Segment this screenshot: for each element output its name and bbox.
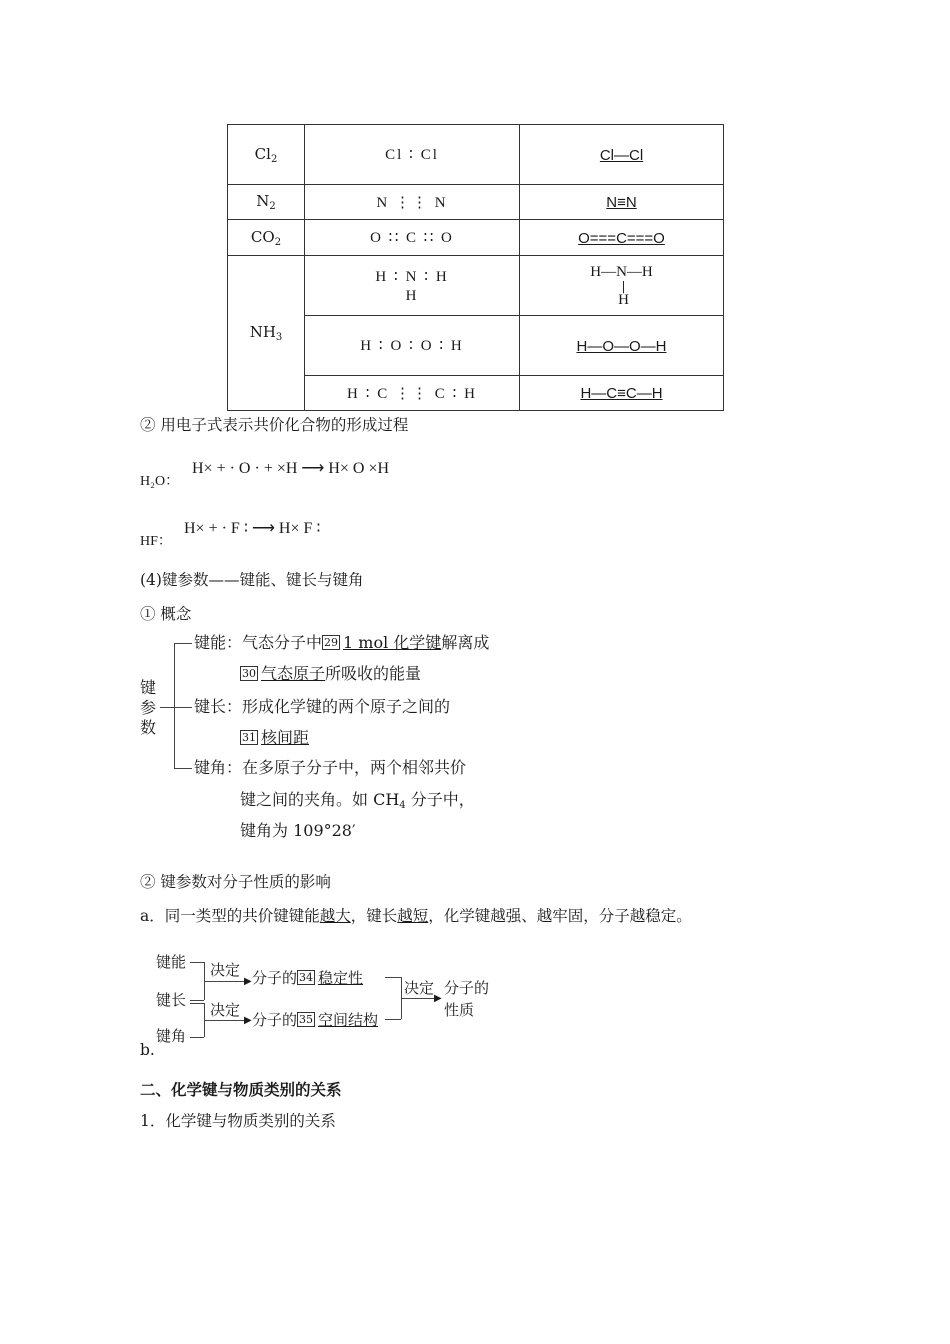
diag-length: 键长 bbox=[156, 991, 187, 1009]
formation-title: ② 用电子式表示共价化合物的形成过程 bbox=[140, 416, 409, 434]
arrow-line bbox=[204, 1020, 248, 1021]
tree-branch bbox=[160, 707, 174, 708]
diag-property-2: 性质 bbox=[444, 1001, 475, 1019]
structure-line: H bbox=[618, 291, 629, 308]
arrow-line bbox=[401, 998, 437, 999]
structural-formula-cell: H—O—O—H bbox=[520, 316, 724, 376]
lewis-structure: H ∶ C ⋮⋮ C ∶ H bbox=[347, 385, 477, 402]
diag-decide: 决定 bbox=[210, 1001, 241, 1019]
bracket bbox=[190, 1003, 204, 1004]
section-heading: 二、化学键与物质类别的关系 bbox=[140, 1080, 342, 1099]
bracket bbox=[190, 962, 204, 963]
lewis-line: H bbox=[405, 287, 419, 304]
tree-branch bbox=[174, 643, 192, 644]
structural-formula-cell: N≡N bbox=[520, 185, 724, 220]
diag-structure: 分子的 35 空间结构 bbox=[252, 1011, 379, 1029]
formula-cell: $N_2$ bbox=[228, 185, 305, 220]
lewis-cell bbox=[305, 376, 520, 411]
h2o-label: H₂O： bbox=[140, 474, 180, 489]
formula-cell: $Cl_2$ bbox=[228, 125, 305, 185]
blank-number: 31 bbox=[242, 731, 256, 744]
bond-line: | bbox=[621, 278, 626, 293]
root-char: 参 bbox=[139, 698, 156, 717]
electron-formula-table bbox=[227, 124, 724, 411]
tree-branch bbox=[174, 707, 192, 708]
structure-line: H—N—H bbox=[590, 263, 653, 280]
energy-row-2: 30 气态原子所吸收的能量 bbox=[242, 664, 422, 683]
diag-decide: 决定 bbox=[210, 961, 241, 979]
root-char: 键 bbox=[139, 678, 156, 697]
structural-formula-cell: Cl—Cl bbox=[520, 125, 724, 185]
lewis-structure: Cl ∶ Cl bbox=[385, 147, 439, 163]
diag-property-1: 分子的 bbox=[444, 979, 490, 997]
hf-label: HF： bbox=[140, 534, 172, 549]
lewis-cell bbox=[305, 220, 520, 256]
bracket bbox=[190, 1000, 204, 1001]
lewis-structure: O ∷ C ∷ O bbox=[370, 230, 454, 246]
diag-energy: 键能 bbox=[156, 953, 187, 971]
lewis-cell bbox=[305, 316, 520, 376]
tree-root bbox=[138, 678, 158, 738]
blank-number: 30 bbox=[242, 667, 256, 680]
blank-number: 35 bbox=[299, 1013, 314, 1026]
bracket bbox=[385, 977, 401, 978]
answer-fill: 稳定性 bbox=[318, 969, 364, 987]
diag-stability: 分子的 34 稳定性 bbox=[252, 969, 364, 987]
answer-fill: 核间距 bbox=[261, 728, 310, 747]
lewis-cell bbox=[305, 125, 520, 185]
table-row bbox=[228, 125, 724, 185]
length-row: 键长：形成化学键的两个原子之间的 bbox=[194, 697, 451, 716]
h2o-equation: H× + · O · + ×H ⟶ H× O ×H bbox=[192, 460, 390, 477]
arrow-head-icon: ▶ bbox=[244, 976, 252, 987]
formula-cell: $NH_3$ bbox=[228, 256, 305, 411]
tree-branch bbox=[174, 768, 192, 769]
bracket bbox=[190, 1037, 204, 1038]
structural-formula-cell: O===C===O bbox=[520, 220, 724, 256]
arrow-head-icon: ▶ bbox=[434, 993, 442, 1004]
answer-fill: 空间结构 bbox=[318, 1011, 379, 1029]
length-row-2 bbox=[240, 728, 309, 748]
lewis-structure: N ⋮⋮ N bbox=[376, 194, 448, 211]
section-subheading: 1．化学键与物质类别的关系 bbox=[140, 1112, 336, 1130]
table-row bbox=[228, 185, 724, 220]
diag-decide: 决定 bbox=[404, 979, 435, 997]
structural-formula-cell bbox=[520, 256, 724, 316]
angle-row: 键角：在多原子分子中，两个相邻共价 bbox=[194, 758, 467, 777]
arrow-head-icon: ▶ bbox=[244, 1015, 252, 1026]
lewis-cell bbox=[305, 256, 520, 316]
answer-fill: 1 mol 化学键 bbox=[343, 633, 442, 652]
table-row bbox=[228, 256, 724, 316]
influence-a: a．同一类型的共价键键能越大，键长越短，化学键越强、越牢固，分子越稳定。 bbox=[140, 907, 692, 925]
tree-branch bbox=[174, 643, 175, 769]
formula-cell: $CO_2$ bbox=[228, 220, 305, 256]
angle-row-3: 键角为 109°28′ bbox=[240, 821, 356, 840]
influence-title: ② 键参数对分子性质的影响 bbox=[140, 873, 331, 891]
blank-number: 29 bbox=[324, 636, 339, 649]
hf-equation: H× + · F ∶ ⟶ H× F ∶ bbox=[184, 520, 321, 537]
blank-number: 34 bbox=[299, 971, 314, 984]
bond-params-title: (4)键参数——键能、键长与键角 bbox=[140, 571, 364, 589]
diag-angle: 键角 bbox=[156, 1027, 187, 1045]
label-b: b. bbox=[140, 1041, 155, 1059]
angle-row-2: 键之间的夹角。如 $CH_4$ 分子中， bbox=[240, 790, 475, 811]
answer-fill: 越大 bbox=[319, 907, 351, 925]
arrow-line bbox=[204, 981, 248, 982]
lewis-structure: H ∶ O ∶ O ∶ H bbox=[360, 338, 464, 354]
answer-fill: 越短 bbox=[397, 907, 429, 925]
answer-fill: 气态原子 bbox=[261, 664, 326, 683]
lewis-cell bbox=[305, 185, 520, 220]
bracket bbox=[385, 1019, 401, 1020]
concept-title: ① 概念 bbox=[140, 605, 192, 623]
root-char: 数 bbox=[139, 718, 156, 737]
lewis-line: H ∶ N ∶ H bbox=[375, 268, 449, 285]
structural-formula-cell: H—C≡C—H bbox=[520, 376, 724, 411]
energy-row: 键能：气态分子中 29 1 mol 化学键解离成 bbox=[194, 633, 490, 652]
table-row bbox=[228, 220, 724, 256]
